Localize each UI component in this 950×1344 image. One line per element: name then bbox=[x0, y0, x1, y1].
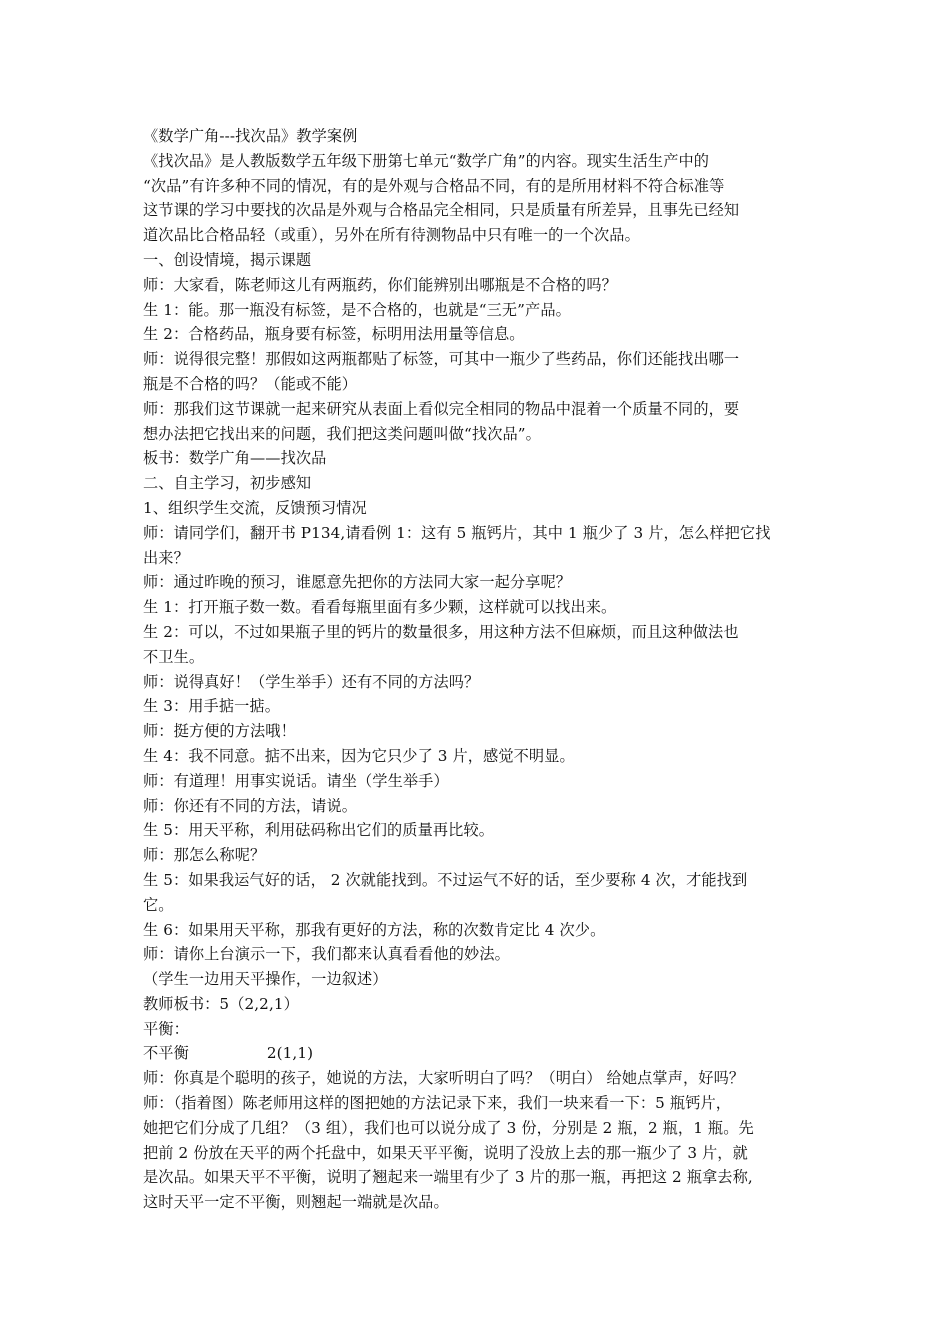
document-body bbox=[143, 124, 818, 1215]
text-line: 它。 bbox=[143, 895, 174, 914]
text-line: 1、组织学生交流，反馈预习情况 bbox=[143, 498, 367, 517]
text-line: 师：说得很完整！那假如这两瓶都贴了标签，可其中一瓶少了些药品，你们还能找出哪一 bbox=[143, 350, 740, 369]
text-line: 生 1：能。那一瓶没有标签，是不合格的，也就是“三无”产品。 bbox=[143, 300, 571, 319]
unbalanced-label: 不平衡 bbox=[143, 1044, 189, 1063]
text-line: 师：有道理！用事实说话。请坐（学生举手） bbox=[143, 771, 449, 790]
text-line: 师：请你上台演示一下，我们都来认真看看他的妙法。 bbox=[143, 945, 510, 964]
text-line: 板书：数学广角——找次品 bbox=[143, 449, 327, 468]
text-line: “次品”有许多种不同的情况，有的是外观与合格品不同，有的是所用材料不符合标准等 bbox=[143, 176, 725, 195]
document-title: 《数学广角---找次品》教学案例 bbox=[143, 127, 358, 145]
text-line: 教师板书：5（2,2,1） bbox=[143, 994, 299, 1013]
text-line: 道次品比合格品轻（或重），另外在所有待测物品中只有唯一的一个次品。 bbox=[143, 226, 640, 245]
text-line: 生 2：合格药品，瓶身要有标签，标明用法用量等信息。 bbox=[143, 325, 525, 344]
text-line: 她把它们分成了几组？（3 组），我们也可以说分成了 3 份，分别是 2 瓶，2 瓶，1 瓶。先 bbox=[143, 1118, 754, 1137]
text-line: （学生一边用天平操作，一边叙述） bbox=[143, 970, 388, 989]
text-line: 生 1：打开瓶子数一数。看看每瓶里面有多少颗，这样就可以找出来。 bbox=[143, 598, 617, 617]
text-line: 这时天平一定不平衡，则翘起一端就是次品。 bbox=[143, 1193, 449, 1212]
text-line: 生 5：如果我运气好的话， 2 次就能找到。不过运气不好的话，至少要称 4 次，才能找到 bbox=[143, 870, 748, 889]
text-line: 师：你真是个聪明的孩子，她说的方法，大家听明白了吗？（明白） 给她点掌声，好吗？ bbox=[143, 1069, 745, 1088]
text-line: 瓶是不合格的吗？（能或不能） bbox=[143, 374, 358, 393]
closing-paragraph-block bbox=[143, 1066, 818, 1215]
text-line: 生 4：我不同意。掂不出来，因为它只少了 3 片，感觉不明显。 bbox=[143, 746, 575, 765]
text-line: 出来？ bbox=[143, 548, 189, 567]
unbalanced-line bbox=[143, 1041, 818, 1066]
text-line: 师：那我们这节课就一起来研究从表面上看似完全相同的物品中混着一个质量不同的，要 bbox=[143, 399, 740, 418]
text-line: 是次品。如果天平不平衡，说明了翘起来一端里有少了 3 片的那一瓶，再把这 2 瓶拿去称, bbox=[143, 1168, 753, 1187]
text-line: 师：挺方便的方法哦！ bbox=[143, 722, 296, 741]
text-line: 不卫生。 bbox=[143, 647, 205, 666]
text-line: 师：（指着图）陈老师用这样的图把她的方法记录下来，我们一块来看一下：5 瓶钙片， bbox=[143, 1094, 732, 1113]
text-line: 二、自主学习，初步感知 bbox=[143, 474, 312, 493]
text-line: 这节课的学习中要找的次品是外观与合格品完全相同，只是质量有所差异，且事先已经知 bbox=[143, 201, 740, 220]
text-line: 师：通过昨晚的预习，谁愿意先把你的方法同大家一起分享呢？ bbox=[143, 573, 572, 592]
text-line: 师：请同学们，翻开书 P134,请看例 1：这有 5 瓶钙片，其中 1 瓶少了 3 片，怎么样把它找 bbox=[143, 523, 771, 542]
text-line: 师：那怎么称呢？ bbox=[143, 846, 266, 865]
text-line: 师：说得真好！（学生举手）还有不同的方法吗？ bbox=[143, 672, 480, 691]
text-line: 平衡： bbox=[143, 1019, 189, 1038]
text-line: 《找次品》是人教版数学五年级下册第七单元“数学广角”的内容。现实生活生产中的 bbox=[143, 151, 710, 170]
text-line: 师：大家看，陈老师这儿有两瓶药，你们能辨别出哪瓶是不合格的吗？ bbox=[143, 275, 617, 294]
text-line: 把前 2 份放在天平的两个托盘中，如果天平平衡，说明了没放上去的那一瓶少了 3 片，就 bbox=[143, 1143, 748, 1162]
text-line: 想办法把它找出来的问题，我们把这类问题叫做“找次品”。 bbox=[143, 424, 541, 443]
text-line: 师：你还有不同的方法，请说。 bbox=[143, 796, 358, 815]
text-line: 生 6：如果用天平称，那我有更好的方法，称的次数肯定比 4 次少。 bbox=[143, 920, 606, 939]
text-line: 一、创设情境，揭示课题 bbox=[143, 250, 312, 269]
text-line: 生 2：可以，不过如果瓶子里的钙片的数量很多，用这种方法不但麻烦，而且这种做法也 bbox=[143, 622, 739, 641]
text-line: 生 5：用天平称，利用砝码称出它们的质量再比较。 bbox=[143, 821, 495, 840]
unbalanced-value: 2(1,1) bbox=[266, 1044, 314, 1063]
paragraph-block bbox=[143, 149, 818, 1042]
text-line: 生 3：用手掂一掂。 bbox=[143, 697, 280, 716]
